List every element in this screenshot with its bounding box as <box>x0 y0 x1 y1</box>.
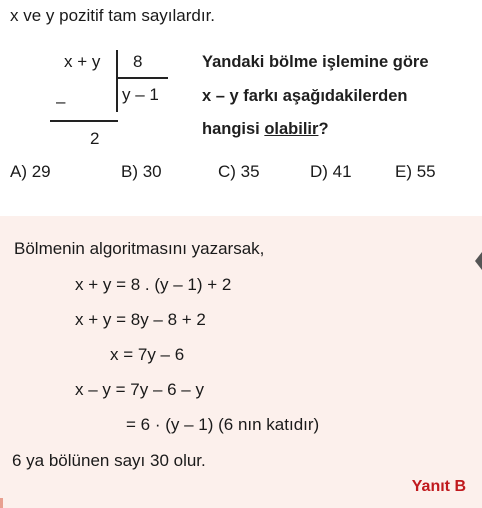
question-line-3-pre: hangisi <box>202 120 265 138</box>
choice-e[interactable]: E) 55 <box>395 162 436 181</box>
subtraction-sign: – <box>56 92 66 111</box>
divisor-underline <box>116 77 168 79</box>
question-underlined-word: olabilir <box>264 120 319 138</box>
choice-d[interactable]: D) 41 <box>310 162 352 181</box>
solution-step-1: x + y = 8 . (y – 1) + 2 <box>75 275 232 294</box>
solution-step-2: x + y = 8y – 8 + 2 <box>75 310 206 329</box>
solution-step-4: x – y = 7y – 6 – y <box>75 380 204 399</box>
solution-heading: Bölmenin algoritmasını yazarsak, <box>14 239 265 258</box>
subtraction-line <box>50 120 118 122</box>
solution-step-3: x = 7y – 6 <box>110 345 185 364</box>
choice-a[interactable]: A) 29 <box>10 162 51 181</box>
solution-step-5: = 6 · (y – 1) (6 nın katıdır) <box>126 415 320 434</box>
remainder: 2 <box>90 129 100 148</box>
choice-c[interactable]: C) 35 <box>218 162 260 181</box>
solution-conclusion: 6 ya bölünen sayı 30 olur. <box>12 451 206 470</box>
answer-label: Yanıt B <box>411 478 466 495</box>
question-line-3 <box>202 120 329 139</box>
choice-b[interactable]: B) 30 <box>121 162 162 181</box>
dividend: x + y <box>64 52 101 71</box>
page-edge-marker-icon <box>475 252 482 270</box>
question-line-1: Yandaki bölme işlemine göre <box>202 53 429 71</box>
division-vertical-line <box>116 50 118 112</box>
quotient: y – 1 <box>122 85 159 104</box>
question-line-3-post: ? <box>318 120 329 138</box>
corner-marker-icon <box>0 498 3 508</box>
intro-text: x ve y pozitif tam sayılardır. <box>10 6 216 25</box>
divisor: 8 <box>133 52 143 71</box>
question-line-2: x – y farkı aşağıdakilerden <box>202 87 408 105</box>
solution-panel <box>0 216 482 508</box>
